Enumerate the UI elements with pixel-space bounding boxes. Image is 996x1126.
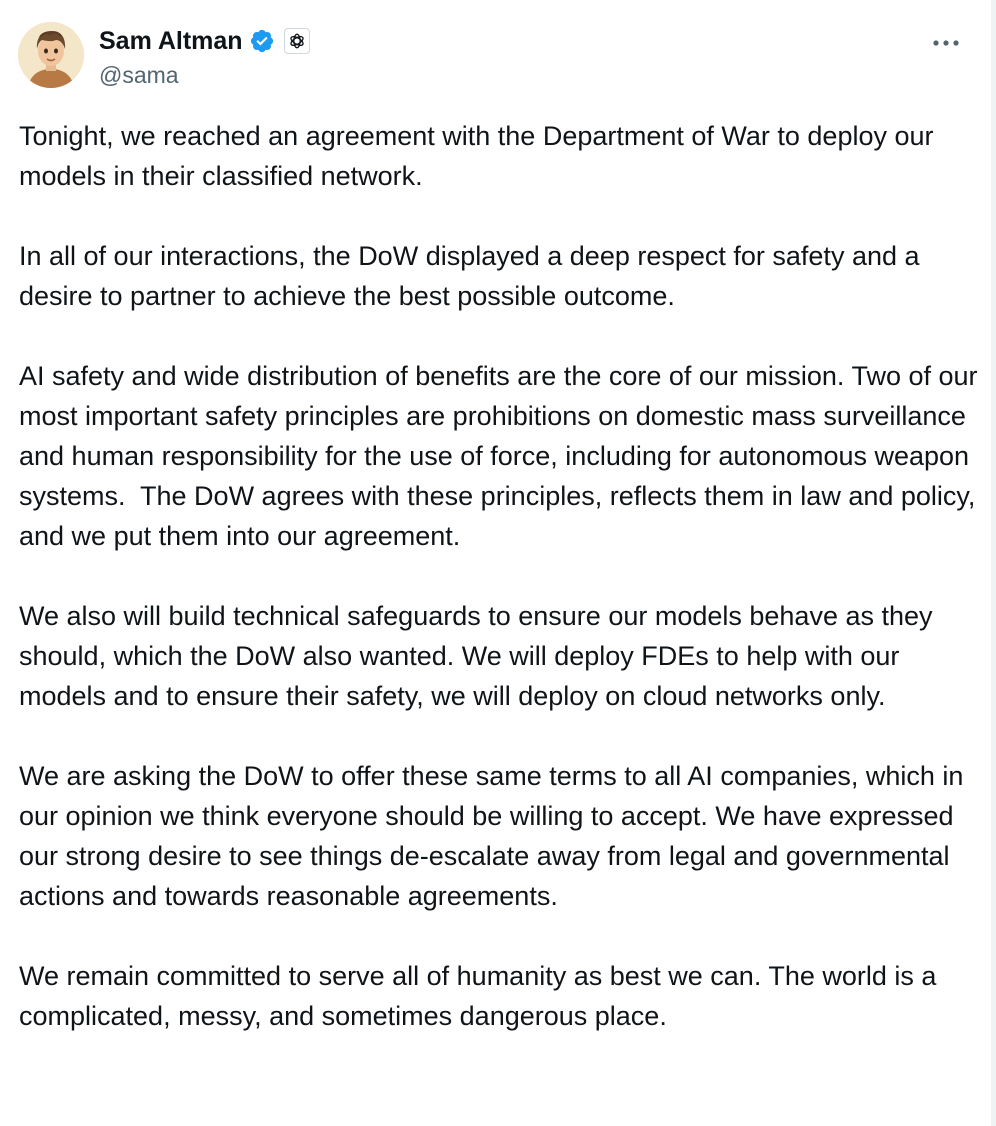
post-paragraph: We also will build technical safeguards to ensure our models behave as they should, which the DoW also wanted. We will deploy FDEs to help with our models and to ensure their safety, we will deploy on cloud networks only. [19, 601, 941, 711]
display-name[interactable]: Sam Altman [99, 27, 243, 55]
verified-badge-icon[interactable] [249, 28, 275, 54]
post-paragraph: We remain committed to serve all of humanity as best we can. The world is a complicated, messy, and sometimes dangerous place. [19, 961, 944, 1031]
openai-logo-icon [288, 32, 306, 50]
post-paragraph: AI safety and wide distribution of benefits are the core of our mission. Two of our most important safety principles are prohibitions on domestic mass surveillance and human responsibility for the use of force, including for autonomous weapon systems. The DoW agrees with these principles, reflects them in law and policy, and we put them into our agreement. [19, 361, 986, 551]
more-options-icon [931, 38, 961, 48]
post-paragraph: In all of our interactions, the DoW displayed a deep respect for safety and a desire to partner to achieve the best possible outcome. [19, 241, 928, 311]
avatar[interactable] [18, 22, 84, 88]
affiliate-badge[interactable] [284, 28, 310, 54]
handle[interactable]: @sama [99, 62, 179, 88]
post-paragraph: Tonight, we reached an agreement with the Department of War to deploy our models in their classified network. [19, 121, 942, 191]
post-paragraph: We are asking the DoW to offer these same terms to all AI companies, which in our opinion we think everyone should be willing to accept. We have expressed our strong desire to see things de-escalate away from legal and governmental actions and towards reasonable agreements. [19, 761, 971, 911]
column-divider [991, 0, 996, 1126]
post-text [19, 116, 986, 1036]
name-row [99, 24, 310, 58]
more-options-button[interactable] [928, 28, 964, 58]
cartoon-avatar-icon [18, 22, 84, 88]
post-header [18, 22, 974, 90]
